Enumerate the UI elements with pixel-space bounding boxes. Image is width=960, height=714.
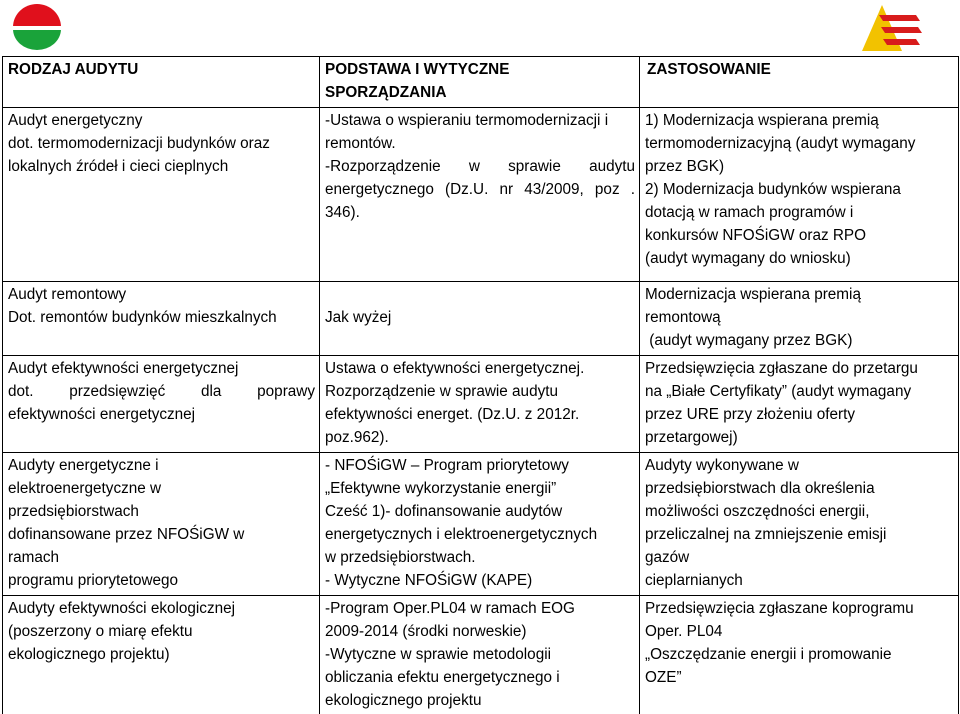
cell-audit-type: Audyty efektywności ekologicznej (poszerzony o miarę efektu ekologicznego projektu) <box>3 596 320 714</box>
audit-types-table <box>2 56 959 714</box>
nfosigw-logo-icon <box>11 3 63 51</box>
table-row <box>3 108 959 282</box>
triangle-stripes-logo-icon <box>862 3 922 53</box>
cell-application: Modernizacja wspierana premią remontową (audyt wymagany przez BGK) <box>640 282 959 356</box>
header-basis: PODSTAWA I WYTYCZNE SPORZĄDZANIA <box>320 57 640 108</box>
logo-stripe-3 <box>883 39 920 45</box>
cell-audit-type: Audyt remontowy Dot. remontów budynków mieszkalnych <box>3 282 320 356</box>
logo-stripe-2 <box>881 27 922 33</box>
cell-basis: -Ustawa o wspieraniu termomodernizacji i remontów. -Rozporządzenie w sprawie audytu energetycznego (Dz.U. nr 43/2009, poz . 346). <box>320 108 640 282</box>
logo-red-half <box>13 4 61 27</box>
table-row <box>3 356 959 453</box>
table-row <box>3 282 959 356</box>
logo-stripe-1 <box>879 15 920 21</box>
cell-basis: -Program Oper.PL04 w ramach EOG 2009-2014 (środki norweskie) -Wytyczne w sprawie metodologii obliczania efektu energetycznego i ekologicznego projektu <box>320 596 640 714</box>
cell-audit-type: Audyty energetyczne i elektroenergetyczne w przedsiębiorstwach dofinansowane przez NFOŚiGW w ramach programu priorytetowego <box>3 453 320 596</box>
cell-application: Przedsięwzięcia zgłaszane do przetargu na „Białe Certyfikaty” (audyt wymagany przez URE przy złożeniu oferty przetargowej) <box>640 356 959 453</box>
cell-basis: Jak wyżej <box>320 282 640 356</box>
cell-audit-type: Audyt energetyczny dot. termomodernizacji budynków oraz lokalnych źródeł i cieci cieplnych <box>3 108 320 282</box>
cell-application: Audyty wykonywane w przedsiębiorstwach dla określenia możliwości oszczędności energii, przeliczalnej na zmniejszenie emisji gazów cieplarnianych <box>640 453 959 596</box>
header-audit-type: RODZAJ AUDYTU <box>3 57 320 108</box>
table-row <box>3 453 959 596</box>
cell-basis: Ustawa o efektywności energetycznej. Rozporządzenie w sprawie audytu efektywności energet. (Dz.U. z 2012r. poz.962). <box>320 356 640 453</box>
cell-audit-type: Audyt efektywności energetycznej dot. przedsięwzięć dla poprawy efektywności energetycznej <box>3 356 320 453</box>
logo-divider <box>13 26 61 30</box>
cell-application: 1) Modernizacja wspierana premią termomodernizacyjną (audyt wymagany przez BGK) 2) Modernizacja budynków wspierana dotacją w ramach programów i konkursów NFOŚiGW oraz RPO (audyt wymagany do wniosku) <box>640 108 959 282</box>
logo-green-half <box>13 29 61 50</box>
cell-application: Przedsięwzięcia zgłaszane koprogramu Oper. PL04 „Oszczędzanie energii i promowanie OZE” <box>640 596 959 714</box>
header-application: ZASTOSOWANIE <box>640 57 959 108</box>
cell-basis: - NFOŚiGW – Program priorytetowy „Efektywne wykorzystanie energii” Cześć 1)- dofinansowanie audytów energetycznych i elektroenergetycznych w przedsiębiorstwach. - Wytyczne NFOŚiGW (KAPE) <box>320 453 640 596</box>
table-header-row <box>3 57 959 108</box>
table-row <box>3 596 959 714</box>
